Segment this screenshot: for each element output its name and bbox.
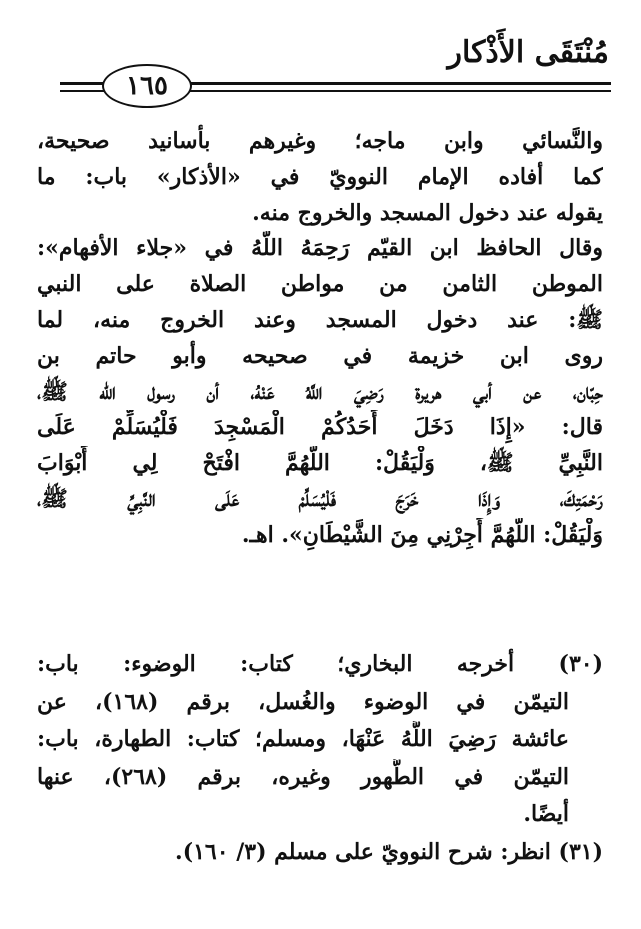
page-number: ١٦٥ <box>102 64 192 108</box>
running-header-title: مُنْتَقَى الأَذْكار <box>447 35 609 70</box>
text-line: قال: «إِذَا دَخَلَ أَحَدُكُمْ الْمَسْجِدَ فَلْيُسَلِّمْ عَلَى <box>37 414 603 441</box>
footnotes <box>37 646 603 871</box>
text-line: كما أفاده الإمام النوويّ في «الأذكار» باب: ما <box>37 163 603 190</box>
footnote-line: (٣١) انظر: شرح النوويّ على مسلم (٣/ ١٦٠). <box>175 838 603 865</box>
text-line: الموطن الثامن من مواطن الصلاة على النبي <box>37 271 603 298</box>
text-line: ﷺ: عند دخول المسجد وعند الخروج منه، لما <box>37 306 603 333</box>
footnote-line: التيمّن في الوضوء والغُسل، برقم (١٦٨)، عن <box>37 688 569 715</box>
footnote-line: التيمّن في الطُّهور وغيره، برقم (٢٦٨)، عنها <box>37 763 570 790</box>
footnote-line: أيضًا. <box>523 801 569 827</box>
text-line: والنَّسائي وابن ماجه؛ وغيرهم بأسانيد صحيحة، <box>37 128 603 154</box>
text-line: رَحْمَتِكَ، وَإِذَا خَرَجَ فَلْيُسَلِّمْ عَلَى النَّبِيِّ ﷺ، <box>37 485 603 512</box>
text-line: وَلْيَقُلْ: اللَّهُمَّ أَجِرْنِي مِنَ الشَّيْطَانِ». اهـ. <box>241 521 603 548</box>
footnote-line: (٣٠) أخرجه البخاري؛ كتاب: الوضوء: باب: <box>37 651 603 677</box>
text-line: النَّبِيِّ ﷺ، وَلْيَقُلْ: اللَّهُمَّ افْتَحْ لِي أَبْوَابَ <box>37 450 603 477</box>
text-line: روى ابن خزيمة في صحيحه وأبو حاتم بن <box>37 342 603 369</box>
text-line: وقال الحافظ ابن القيّم رَحِمَهُ اللَّهُ في «جلاء الأفهام»: <box>37 235 603 262</box>
text-line: حِبّان، عن أبي هريرة رَضِيَ اللَّهُ عَنْهُ، أن رسول الله ﷺ، <box>37 378 603 405</box>
main-text <box>37 124 603 554</box>
text-line: يقوله عند دخول المسجد والخروج منه. <box>252 199 603 226</box>
footnote-line: عائشة رَضِيَ اللَّهُ عَنْهَا، ومسلم؛ كتاب: الطهارة، باب: <box>37 726 569 752</box>
